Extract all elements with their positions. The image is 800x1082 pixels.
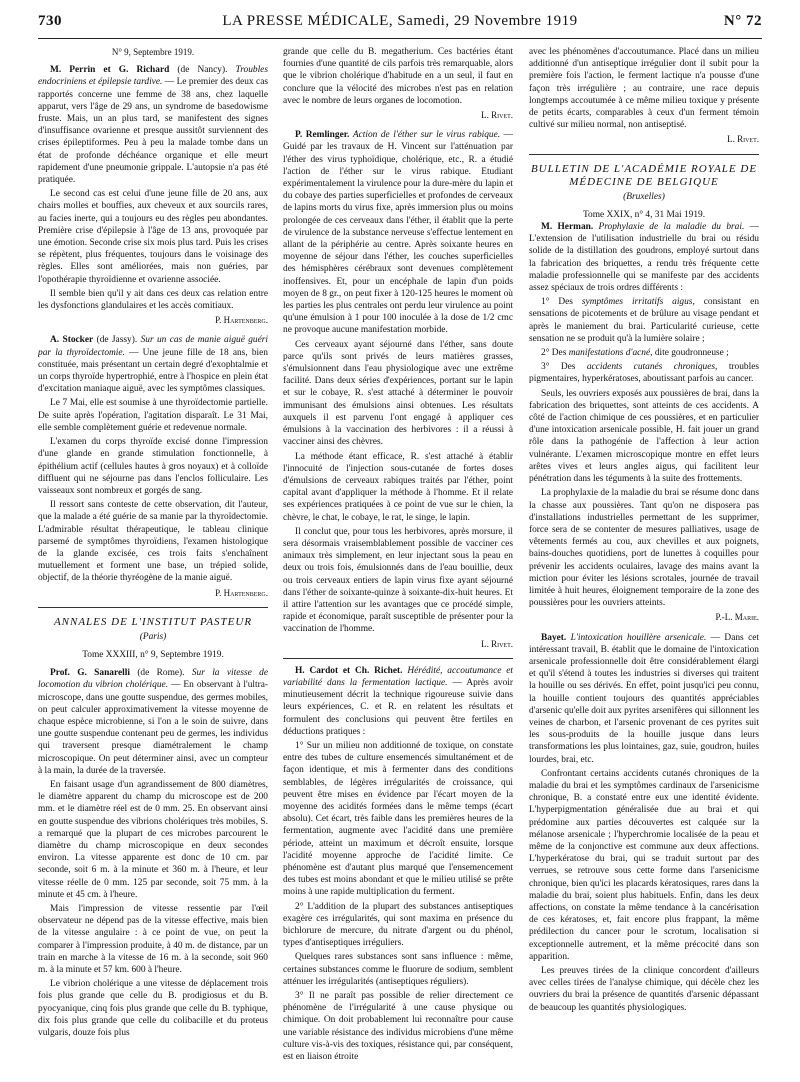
list-term: accidents cutanés chroniques, [586, 362, 718, 373]
article-authors: H. Cardot et Ch. Richet. [295, 665, 403, 676]
paragraph: 3° Il ne paraît pas possible de relier directement ce phénomène de l'irrégularité à une cause physique ou chimique. On doit probablement lui reconnaître pour cause une variable résistance des individus microbiens d'une même culture vis-à-vis des toxiques, résistance qui, par conséquent, est en liaison étroite [283, 991, 513, 1063]
paragraph: — Le premier des deux cas rapportés concerne une femme de 38 ans, chez laquelle apparut, vers l'âge de 29 ans, un syndrome de basedowisme fruste. Mais, un an plus tard, se manifestent des signes d'insuffisance ovarienne et presque aussitôt surviennent des crises épileptiformes. Peu à peu la malade tombe dans un état de profonde déchéance organique et elle meurt rapidement d'une pneumonie grippale. L'autopsie n'a pas été pratiquée. [38, 77, 268, 186]
list-term: symptômes irritatifs aigus, [581, 297, 695, 308]
section-divider [38, 607, 268, 608]
signature: L. Rivet. [481, 110, 513, 121]
signature: P.-L. Marie. [715, 612, 759, 623]
article-title: Sur un cas de manie aiguë guéri par la thyroïdectomie. [38, 335, 268, 358]
article-perrin-richard [38, 64, 268, 186]
paragraph: 2° L'addition de la plupart des substances antiseptiques exagère ces irrégularités, qui sont maxima en présence du bichlorure de mercure, du nitrate d'argent ou du phénol, types d'antiseptiques irréguliers. [283, 901, 513, 949]
list-text: dite goudronneuse ; [654, 348, 729, 359]
article-authors: M. Perrin et G. Richard [50, 65, 170, 76]
paragraph: Il ressort sans conteste de cette observation, dit l'auteur, que la malade a été guérie de sa manie par la thyroïdectomie. L'admirable résultat thérapeutique, le tableau clinique parsemé de symptômes thyroïdiens, l'examen histologique de la glande excisée, ces trois faits s'enchaînent mutuellement et forment une base, un trépied solide, objectif, de la théorie thyréogène de la manie aiguë. [38, 500, 268, 584]
column-3 [529, 46, 759, 1072]
paragraph: Le vibrion cholérique a une vitesse de déplacement trois fois plus grande que celle du B. prodigiosus et du B. pyocyanique, cinq fois plus grande que celle du B. typhique, dix fois plus grande que celle du colibacille et du proteus vulgaris, douze fois plus [38, 979, 268, 1039]
article-place: (de Nancy). [177, 65, 228, 76]
article-title: L'intoxication houillère arsenicale. [570, 632, 707, 643]
article-bayet [529, 632, 759, 766]
section-divider [529, 154, 759, 155]
page-number: 730 [38, 12, 62, 29]
paragraph: Il semble bien qu'il y ait dans ces deux cas relation entre les dysfonctions glandulaires et les accès comitiaux. [38, 288, 268, 312]
header-rule [38, 38, 762, 39]
section-divider [283, 658, 513, 659]
paragraph: — L'extension de l'utilisation industrielle du brai ou résidu solide de la distillation des goudrons, employé surtout dans la fabrication des briquettes, a rendu très fréquente cette maladie professionnelle qui se manifeste par des accidents assez spéciaux de trois ordres différents : [529, 222, 759, 294]
article-cardot-richet [283, 665, 513, 738]
paragraph: La méthode étant efficace, R. s'est attaché à établir l'innocuité de l'injection sous-cutanée de fortes doses d'émulsions de cerveaux rabiques traités par l'éther, point capital avant d'appliquer la méthode à l'homme. Et il relate ses expériences pratiquées à ce point de vue sur le chien, la chèvre, le chat, le cobaye, le rat, le singe, le lapin. [283, 451, 513, 523]
list-item [529, 296, 759, 345]
article-authors: Bayet. [541, 632, 567, 643]
paragraph: Le 7 Mai, elle est soumise à une thyroïdectomie partielle. De suite après l'opération, l'agitation disparaît. Le 31 Mai, elle semble complètement guérie et redevenue normale. [38, 398, 268, 433]
section-place: (Paris) [139, 631, 167, 642]
section-title: BULLETIN DE L'ACADÉMIE ROYALE DE MÉDECINE DE BELGIQUE [530, 162, 758, 188]
paragraph: En faisant usage d'un agrandissement de 800 diamètres, le diamètre apparent du champ du microscope est de 200 mm. et le diamètre réel est de 0 mm. 25. En observant ainsi en goutte suspendue des vibrions cholériques très mobiles, S. a remarqué que la plupart de ces microbes parcourent le diamètre du champ microscopique en deux secondes environ. La vitesse apparente est donc de 10 cm. par seconde, soit 6 m. à la minute et 360 m. à l'heure, et leur vitesse réelle de 0 mm. 125 par seconde, soit 75 mm. à la minute et 45 cm. à l'heure. [38, 779, 268, 900]
paragraph: L'examen du corps thyroïde excisé donne l'impression d'une glande en grande stimulation fonctionnelle, à épithélium actif (cellules hautes à gros noyaux) et à colloïde diffluent qui ne séjourne pas dans l'enclos folliculaire. Les vaisseaux sont nombreux et gorgés de sang. [38, 437, 268, 496]
article-title: Action de l'éther sur le virus rabique. [352, 130, 501, 141]
paragraph: La prophylaxie de la maladie du brai se résume donc dans la chasse aux poussières. Tant qu'on ne disposera pas d'installations industrielles permettant de les supprimer, force sera de se contenter de mesures palliatives, usage de vêtements fermés au cou, aux chevilles et aux poignets, bains-douches quotidiens, port de lunettes à coquilles pour prévenir les accidents oculaires, lavage des mains avant la miction pour éviter les lésions scrotales, journée de travail limitée à huit heures, éloignement temporaire de la zone des poussières pour les ouvriers atteints. [529, 488, 759, 609]
article-authors: M. Herman. [541, 222, 594, 233]
article-stocker [38, 334, 268, 395]
article-herman [529, 221, 759, 294]
signature: L. Rivet. [481, 638, 513, 649]
list-number: 1° Des [541, 297, 573, 308]
list-number: 2° Des [541, 348, 567, 359]
running-title: LA PRESSE MÉDICALE, Samedi, 29 Novembre 1919 [222, 12, 578, 29]
section-tome: Tome XXIX, n° 4, 31 Mai 1919. [582, 209, 706, 220]
paragraph: avec les phénomènes d'accoutumance. Placé dans un milieu additionné d'un antiseptique irrégulier dont il subit pour la première fois l'action, le ferment lactique n'a pousse d'une façon très irrégulière ; au contraire, une race depuis longtemps accoutumée à ce même milieu toxique y présente de petits écarts, comparables à ceux d'un ferment témoin cultivé sur milieu normal, non antiseptisé. [529, 47, 759, 131]
article-title: Hérédité, accoutumance et variabilité dans la fermentation lactique. [283, 665, 513, 688]
paragraph: — Une jeune fille de 18 ans, bien constituée, mais présentant un certain degré d'exophtalmie et un corps thyroïde hypertrophié, entre à l'hospice en plein état d'excitation maniaque aiguë, avec les symptômes classiques. [38, 347, 268, 395]
date-line: N° 9, Septembre 1919. [111, 47, 195, 57]
column-1 [38, 46, 268, 1072]
running-header [38, 7, 762, 35]
list-text: troubles pigmentaires, hyperkératoses, aboutissant parfois au cancer. [529, 362, 759, 385]
paragraph: Il conclut que, pour tous les herbivores, après morsure, il sera désormais vraisemblablement possible de vacciner ces animaux très simplement, en leur injectant sous la peau en deux ou trois fois, émulsionnés dans de l'eau bouillie, deux ou trois cerveaux entiers de lapin virus fixe ayant séjourné dans l'éther de soixante-quinze à soixante-dix-huit heures. Et il attire l'attention sur les avantages que ce procédé simple, rapide et économique, paraît susceptible de présenter pour la vaccination de l'homme. [283, 526, 513, 635]
paragraph: — Guidé par les travaux de H. Vincent sur l'atténuation par l'éther des virus typhoïdique, cholérique, etc., R. a étudié l'action de l'éther sur le virus rabique. Etudiant expérimentalement la virulence pour la dure-mère du lapin et du cobaye des parties superficielles et profondes de cerveaux de lapins morts du virus fixe, après immersion plus ou moins prolongée de ces cerveaux dans l'éther, il établit que la perte de virulence de la substance nerveuse s'effectue lentement en allant de la périphérie au centre. Après soixante heures en moyenne de séjour dans l'éther, les couches superficielles des hémisphères cérébraux sont devenues complètement inoffensives. Et, pour un encéphale de lapin d'un poids moyen de 8 gr., on peut fixer à 120-125 heures le moment où les parties les plus centrales ont perdu leur virulence au point qu'une émulsion à 1 pour 100 inoculée à la dose de 1/2 cmc ne provoque aucune manifestation morbide. [283, 130, 513, 336]
signature: L. Rivet. [727, 134, 759, 145]
article-place: (de Rome). [137, 668, 185, 679]
signature: P. Hartenberg. [215, 315, 268, 326]
list-term: manifestations d'acné, [568, 348, 653, 359]
paragraph: — Après avoir minutieusement décrit la technique rigoureuse suivie dans leurs expériences, C. et R. en relatent les résultats et formulent des conclusions qui peuvent être fertiles en déductions pratiques : [283, 677, 513, 737]
section-title: ANNALES DE L'INSTITUT PASTEUR [53, 615, 253, 628]
article-title: Sur la vitesse de locomotion du vibrion cholérique. [38, 668, 268, 691]
signature: P. Hartenberg. [215, 587, 268, 598]
section-place: (Bruxelles) [623, 191, 665, 202]
article-place: (de Jassy). [96, 335, 138, 346]
article-title: Prophylaxie de la maladie du brai. [598, 222, 745, 233]
paragraph: Confrontant certains accidents cutanés chroniques de la maladie du brai et les symptômes cardinaux de l'arsenicisme chronique, B. a constaté entre eux une identité évidente. L'hyperpigmentation généralisée due au brai et qui prédomine aux parties découvertes est calquée sur la mélanose arsenicale ; l'hyperchromie localisée de la peau et même de la conjonctive est commune aux deux affections. L'hyperkératose du brai, qui se traduit surtout par des verrues, se retrouve sous cette forme dans l'arsenicisme chronique, bien qu'ici les placards kératosiques, rares dans la maladie du brai, soient plus habituels. Enfin, dans les deux affections, on constate la même tendance à la cancérisation de ces kératoses, et, fait encore plus frappant, la même prédilection du cancer pour le scrotum, localisation si exceptionnelle autrement, et la même précocité dans son apparition. [529, 768, 759, 962]
paragraph: — En observant à l'ultra-microscope, dans une goutte suspendue, des germes mobiles, on peut calculer approximativement la vitesse moyenne de chaque espèce microbienne, si l'on a le soin de suivre, dans une goutte suspendue contenant peu de germes, les individus qui traversent presque diamétralement le champ microscopique. On peut déterminer ainsi, avec un compteur à la main, la durée de la traversée. [38, 680, 268, 776]
list-number: 3° Des [541, 362, 576, 373]
paragraph: grande que celle du B. megatherium. Ces bactéries étant fournies d'une quantité de cils parfois très remarquable, alors que le vibrion cholérique d'habitude en a un seul, il faut en conclure que la vélocité des microbes n'est pas en relation avec le nombre de leurs organes de locomotion. [283, 47, 513, 106]
article-authors: Prof. G. Sanarelli [50, 668, 130, 679]
article-authors: A. Stocker [50, 335, 94, 346]
section-tome: Tome XXXIII, n° 9, Septembre 1919. [82, 649, 224, 660]
paragraph: Seuls, les ouvriers exposés aux poussières de brai, dans la fabrication des briquettes, sont atteints de ces accidents. A côté de l'action chimique de ces poussières, et en particulier d'une intoxication arsenicale possible, H. fait jouer un grand rôle dans la pathogénie de l'affection à leur action vulnérante. L'examen microscopique montre en effet leurs arêtes vives et leurs angles aigus, qui facilitent leur pénétration dans les téguments à la suite des frottements. [529, 388, 759, 485]
list-item [529, 347, 759, 359]
paragraph: 1° Sur un milieu non additionné de toxique, on constate entre des tubes de culture ensemencés simultanément et de façon identique, et mis à fermenter dans des conditions semblables, de légères irrégularités de croissance, qui peuvent être mises en évidence par l'écart moyen de la moyenne des acidités formées dans le même temps (écart absolu). Cet écart, très faible dans les premières heures de la fermentation, augmente avec l'acidité dans une première période, atteint un maximum et décroît ensuite, lorsque l'acidité moyenne approche de l'acidité limite. Ce phénomène est d'autant plus marqué que l'ensemencement des tubes est moins abondant et que le milieu utilisé se prête moins à une rapide multiplication du ferment. [283, 740, 513, 898]
paragraph: Ces cerveaux ayant séjourné dans l'éther, sans doute parce qu'ils sont privés de leurs matières grasses, s'émulsionnent dans l'eau physiologique avec une extrême facilité. Dans deux séries d'expériences, portant sur le lapin et sur le cobaye, R. s'est attaché à déterminer le pouvoir immunisant des émulsions ainsi obtenues. Les résultats auxquels il est parvenu l'ont engagé à appliquer ces émulsions à la vaccination des herbivores : il a réussi à vacciner ainsi des chèvres. [283, 339, 513, 448]
list-item [529, 361, 759, 385]
paragraph: — Dans cet intéressant travail, B. établit que le domaine de l'intoxication arsenicale professionnelle doit être considérablement élargi et qu'il s'étend à toutes les industries si diverses qui traitent la houille ou ses dérivés. En effet, point jusqu'ici peu connu, la houille contient toujours des quantités appréciables d'arsenic qu'elle doit aux pyrites arsenifères qui sillonnent les veines de charbon, et l'arsenic provenant de ces pyrites suit les sous-produits de la houille jusque dans leurs transformations les plus lointaines, gaz, suie, goudron, huiles lourdes, brai, etc. [529, 632, 759, 765]
article-title: Troubles endocriniens et épilepsie tardive. [38, 65, 268, 88]
issue-number: N° 72 [723, 12, 762, 29]
list-text: consistant en sensations de picotements et de brûlure au visage pendant et après le maniement du brai. Particularité curieuse, cette sensation ne se produit qu'à la lumière solaire ; [529, 297, 759, 344]
article-authors: P. Remlinger. [295, 130, 350, 141]
article-remlinger [283, 129, 513, 336]
column-2 [283, 46, 513, 1072]
paragraph: Le second cas est celui d'une jeune fille de 20 ans, aux chairs molles et bouffies, aux cheveux et aux sourcils rares, au facies inerte, qui a toujours eu des règles peu abondantes. Première crise d'épilepsie à l'âge de 13 ans, provoquée par une émotion. Seconde crise six mois plus tard. Puis les crises se répètent, plus fréquentes, toujours dans le voisinage des règles. Elles sont améliorées, mais non guéries, par l'opothérapie thyroïdienne et ovarienne associée. [38, 189, 268, 285]
paragraph: Les preuves tirées de la clinique concordent d'ailleurs avec celles tirées de l'analyse chimique, qui décèle chez les ouvriers du brai la présence de quantités d'arsenic dépassant de beaucoup les quantités physiologiques. [529, 966, 759, 1013]
paragraph: Mais l'impression de vitesse ressentie par l'œil observateur ne dépend pas de la vitesse effective, mais bien de la vitesse angulaire : à ce point de vue, on peut la comparer à l'impression produite, à 40 m. de distance, par un train en marche à la vitesse de 16 m. à la seconde, soit 960 m. à la minute et 57 km. 600 à l'heure. [38, 904, 268, 976]
paragraph: Quelques rares substances sont sans influence : même, certaines substances comme le fluorure de sodium, semblent atténuer les irrégularités (antiseptiques réguliers). [283, 952, 513, 987]
article-sanarelli [38, 667, 268, 777]
